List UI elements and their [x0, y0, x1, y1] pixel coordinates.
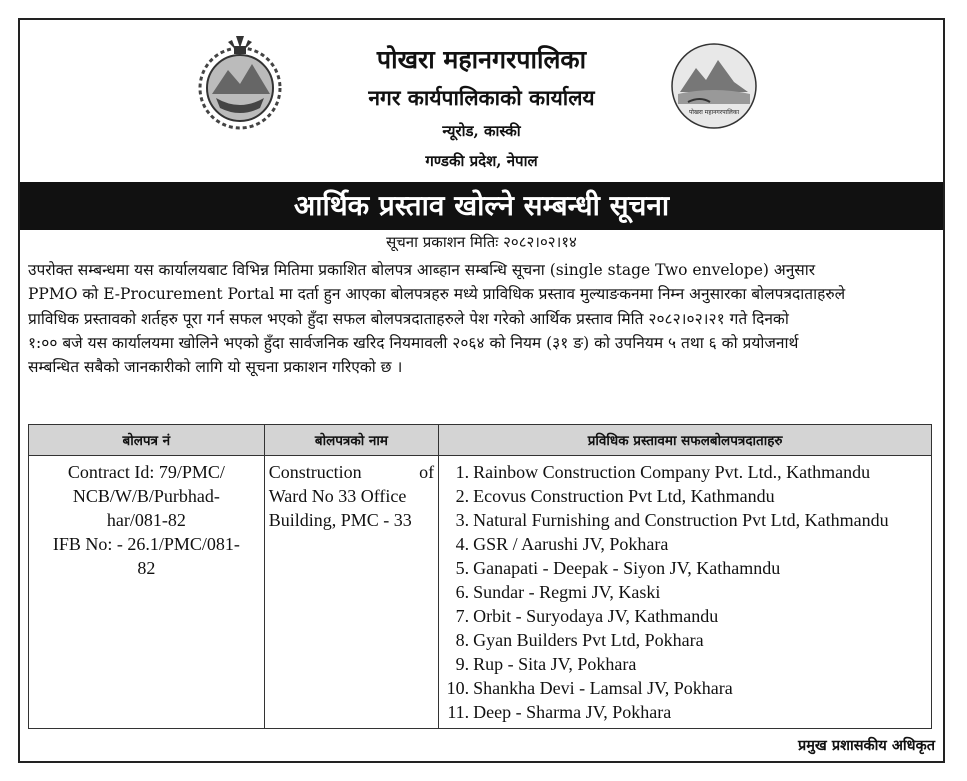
work-name-word: Construction — [268, 462, 362, 482]
logo-caption: पोखरा महानगरपालिका — [688, 109, 740, 116]
contract-id-line: NCB/W/B/Purbhad- — [72, 486, 220, 506]
header-bid-number: बोलपत्र नं — [29, 425, 265, 456]
table-row — [29, 456, 932, 729]
bidder-name: Shankha Devi - Lamsal JV, Pokhara — [473, 678, 733, 698]
bidder-name: Orbit - Suryodaya JV, Kathmandu — [473, 606, 719, 626]
table-header-row — [29, 425, 932, 456]
bidders-list — [443, 460, 927, 724]
list-item: 4. GSR / Aarushi JV, Pokhara — [455, 534, 669, 554]
bidders-cell — [439, 456, 932, 729]
body-line: सम्बन्धित सबैको जानकारीको लागि यो सूचना प्रकाशन गरिएको छ । — [28, 358, 403, 377]
work-name-line — [269, 460, 434, 484]
notice-title: आर्थिक प्रस्ताव खोल्ने सम्बन्धी सूचना — [20, 182, 943, 230]
letterhead — [20, 20, 943, 180]
bidder-name: Deep - Sharma JV, Pokhara — [473, 702, 672, 722]
header-successful-bidders: प्रविधिक प्रस्तावमा सफलबोलपत्रदाताहरु — [439, 425, 932, 456]
header-bid-name: बोलपत्रको नाम — [264, 425, 438, 456]
work-name-word: of — [419, 462, 435, 482]
list-item: 11. Deep - Sharma JV, Pokhara — [447, 702, 672, 722]
work-name-cell — [264, 456, 438, 729]
body-line: PPMO को E-Procurement Portal मा दर्ता हुन आएका बोलपत्रहरु मध्ये प्राविधिक प्रस्ताव मुल्याङकनमा निम्न अनुसारका बोलपत्रदाताहरुले — [28, 285, 846, 304]
contract-id-line: IFB No: - 26.1/PMC/081- — [52, 534, 240, 554]
bidder-name: Rup - Sita JV, Pokhara — [473, 654, 637, 674]
list-item: 9. Rup - Sita JV, Pokhara — [455, 654, 637, 674]
notice-frame — [18, 18, 945, 763]
bidder-name: Rainbow Construction Company Pvt. Ltd., Kathmandu — [473, 462, 871, 482]
work-name-line: Building, PMC - 33 — [268, 510, 412, 530]
list-item: 2. Ecovus Construction Pvt Ltd, Kathmandu — [455, 486, 775, 506]
bidder-name: Ecovus Construction Pvt Ltd, Kathmandu — [473, 486, 775, 506]
list-item: 5. Ganapati - Deepak - Siyon JV, Kathamndu — [455, 558, 781, 578]
notice-body — [28, 258, 933, 379]
bidder-name: Sundar - Regmi JV, Kaski — [473, 582, 661, 602]
org-name: पोखरा महानगरपालिका — [376, 45, 587, 74]
bidder-name: Natural Furnishing and Construction Pvt Ltd, Kathmandu — [473, 510, 889, 530]
list-item: 1. Rainbow Construction Company Pvt. Ltd., Kathmandu — [455, 462, 871, 482]
contract-id-line: har/081-82 — [106, 510, 186, 530]
office-province: गण्डकी प्रदेश, नेपाल — [425, 152, 538, 170]
bidder-name: Gyan Builders Pvt Ltd, Pokhara — [473, 630, 704, 650]
list-item: 7. Orbit - Suryodaya JV, Kathmandu — [455, 606, 719, 626]
pokhara-metropolitan-logo-icon — [670, 42, 758, 130]
list-item: 6. Sundar - Regmi JV, Kaski — [455, 582, 661, 602]
bidder-name: GSR / Aarushi JV, Pokhara — [473, 534, 669, 554]
body-line: प्राविधिक प्रस्तावको शर्तहरु पूरा गर्न सफल भएको हुँदा सफल बोलपत्रदाताहरुले पेश गरेको आर्थिक प्रस्ताव मिति २०८२।०२।२१ गते दिनको — [28, 309, 789, 328]
contract-id-line: 82 — [137, 558, 156, 578]
contract-id-line: Contract Id: 79/PMC/ — [67, 462, 225, 482]
body-line: १:०० बजे यस कार्यालयमा खोलिने भएको हुँदा सार्वजनिक खरिद नियमावली २०६४ को नियम (३१ ङ) को उपनियम ५ तथा ६ को प्रयोजनार्थ — [28, 333, 799, 352]
list-item: 3. Natural Furnishing and Construction Pvt Ltd, Kathmandu — [455, 510, 889, 530]
bidder-name: Ganapati - Deepak - Siyon JV, Kathamndu — [473, 558, 781, 578]
signatory-title: प्रमुख प्रशासकीय अधिकृत — [798, 737, 935, 754]
bidders-table — [28, 424, 932, 729]
list-item: 8. Gyan Builders Pvt Ltd, Pokhara — [455, 630, 704, 650]
list-item: 10. Shankha Devi - Lamsal JV, Pokhara — [446, 678, 733, 698]
contract-id-cell — [29, 456, 265, 729]
publication-date: सूचना प्रकाशन मितिः २०८२।०२।१४ — [386, 233, 577, 251]
work-name-line: Ward No 33 Office — [268, 486, 407, 506]
office-name: नगर कार्यपालिकाको कार्यालय — [368, 85, 595, 110]
body-line: उपरोक्त सम्बन्धमा यस कार्यालयबाट विभिन्न मितिमा प्रकाशित बोलपत्र आब्हान सम्बन्धि सूचना (single stage Two envelope) अनुसार — [28, 261, 816, 279]
office-address: न्यूरोड, कास्की — [442, 122, 521, 140]
